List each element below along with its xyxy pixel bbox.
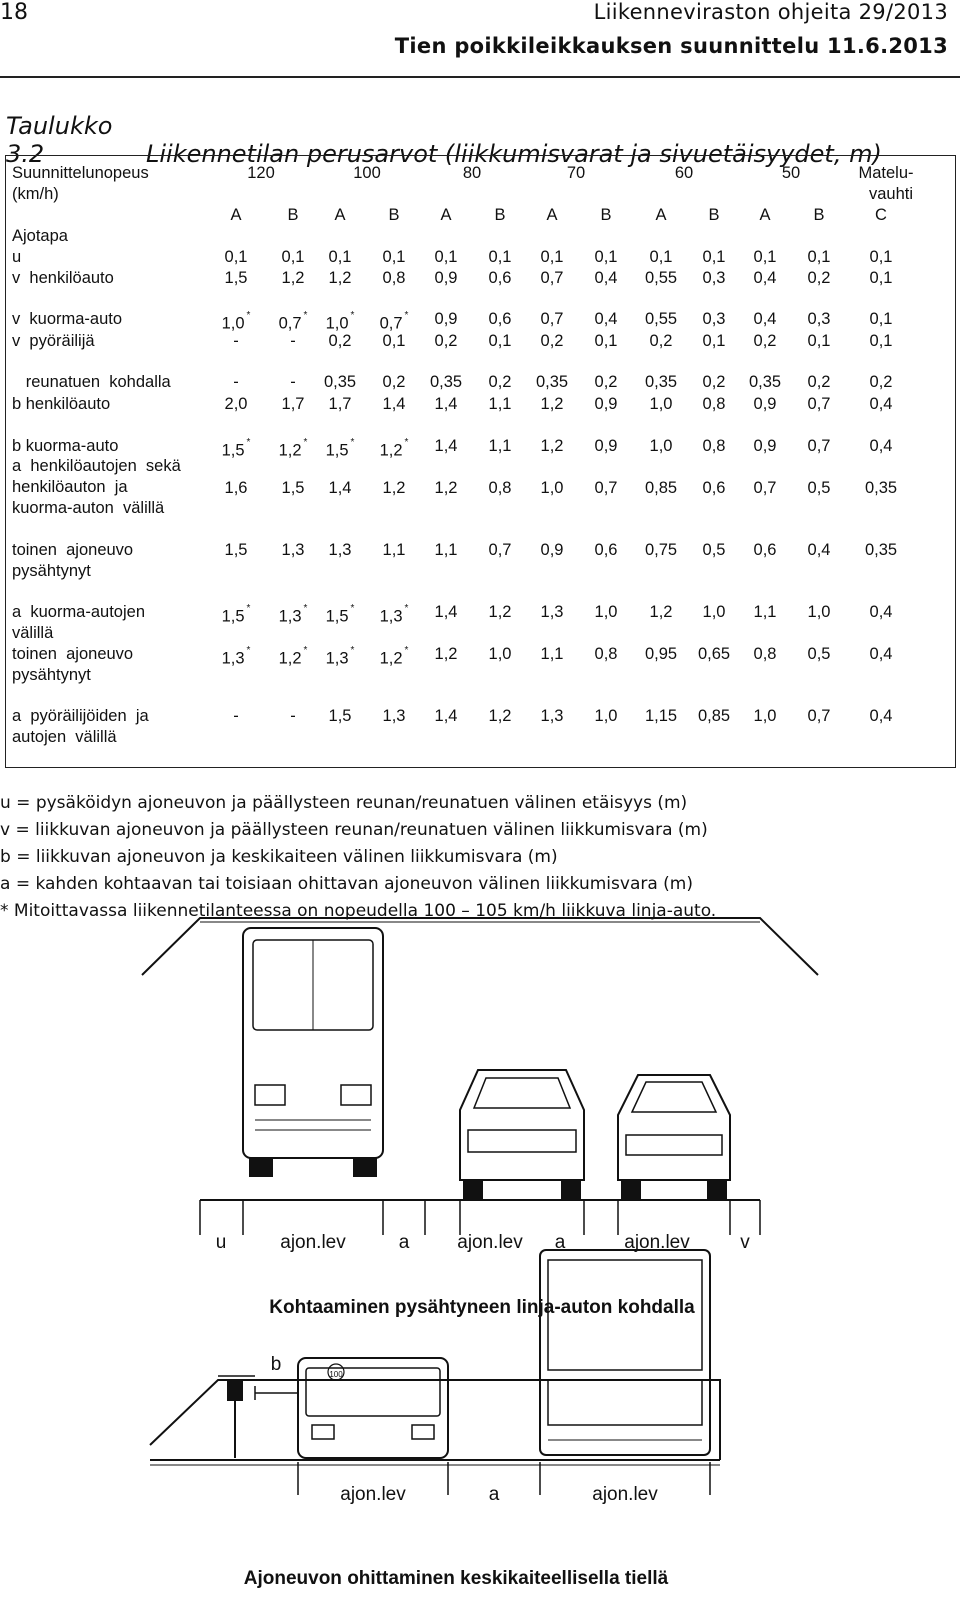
cell-value: 1,0 [325, 314, 349, 333]
table-cell: 1,2 [382, 479, 406, 497]
footnote-star: * [246, 645, 251, 656]
table-cell: 1,4 [434, 437, 458, 455]
row-label: v henkilöauto [12, 269, 114, 287]
table-cell: 0,35 [864, 479, 898, 497]
table-cell: 1,2 [649, 603, 673, 621]
dim-label: ajon.lev [592, 1484, 658, 1505]
table-cell: 1,2 [540, 395, 564, 413]
table-cell: 0,1 [382, 248, 406, 266]
speed-header: 50 [781, 164, 801, 182]
footnote-star: * [246, 437, 251, 448]
footnote-star: * [350, 603, 355, 614]
figure-meeting [142, 918, 818, 1235]
table-cell: 1,3 [540, 603, 564, 621]
level-header: A [759, 206, 771, 224]
cell-value: 1,3 [325, 649, 349, 668]
table-cell: 0,9 [594, 395, 618, 413]
cell-value: 1,5 [221, 441, 245, 460]
table-cell: 1,2 [540, 437, 564, 455]
table-cell: 1,2 [434, 479, 458, 497]
level-header: A [440, 206, 452, 224]
table-cell: 0,9 [594, 437, 618, 455]
table-cell: 0,8 [753, 645, 777, 663]
table-cell: 0,4 [869, 707, 893, 725]
table-cell: 0,3 [702, 310, 726, 328]
footnote-star: * [303, 645, 308, 656]
table-cell: 0,1 [594, 332, 618, 350]
bus-plate: 100 [329, 1370, 343, 1379]
table-cell: - [290, 707, 296, 725]
figure-meeting-labels [216, 1232, 751, 1318]
table-cell: 0,1 [702, 332, 726, 350]
dim-label: a [488, 1484, 500, 1505]
design-speed-unit: (km/h) [12, 185, 59, 203]
table-cell: 0,2 [434, 332, 458, 350]
footnote-star: * [404, 645, 409, 656]
table-cell: 0,4 [869, 395, 893, 413]
table-cell: 0,6 [753, 541, 777, 559]
table-cell: 0,1 [594, 248, 618, 266]
table-cell: 0,4 [594, 310, 618, 328]
footnote-star: * [246, 603, 251, 614]
bus-front-icon [243, 928, 383, 1176]
table-cell: 1,5 [224, 269, 248, 287]
table-cell: 0,1 [869, 269, 893, 287]
dim-label: v [740, 1232, 750, 1253]
table-cell: 0,1 [281, 248, 305, 266]
table-cell: 1,0 [753, 707, 777, 725]
dim-label: a [398, 1232, 410, 1253]
page-number: 18 [0, 0, 28, 25]
table-cell: - [290, 373, 296, 391]
table-cell: 0,1 [382, 332, 406, 350]
table-cell: 0,2 [328, 332, 352, 350]
dim-label: a [554, 1232, 566, 1253]
footnote-star: * [404, 437, 409, 448]
table-cell: 1,4 [434, 395, 458, 413]
cell-value: 1,5 [325, 607, 349, 626]
table-cell: 0,9 [434, 310, 458, 328]
table-cell: 0,4 [753, 269, 777, 287]
row-label: a kuorma-autojen [12, 603, 145, 621]
level-header: A [334, 206, 346, 224]
row-label: u [12, 248, 22, 266]
table-cell: 0,9 [434, 269, 458, 287]
table-cell: 0,2 [594, 373, 618, 391]
table-cell: 0,7 [807, 707, 831, 725]
table-cell: 0,35 [748, 373, 782, 391]
table-cell: - [233, 332, 239, 350]
table-cell: 1,1 [753, 603, 777, 621]
table-cell: 1,1 [434, 541, 458, 559]
figure1-caption: Kohtaaminen pysähtyneen linja-auton kohdalla [269, 1297, 695, 1318]
table-cell: 0,95 [644, 645, 678, 663]
row-label: välillä [12, 624, 54, 642]
table-cell: 1,2 [488, 707, 512, 725]
table-cell: 1,5 [224, 541, 248, 559]
level-header: B [813, 206, 825, 224]
table-cell: 1,4 [382, 395, 406, 413]
table-cell: 1,0 [594, 707, 618, 725]
table-cell: 1,3 [328, 541, 352, 559]
level-header: A [230, 206, 242, 224]
table-cell: 0,85 [644, 479, 678, 497]
cell-value: 1,2 [278, 649, 302, 668]
table-cell: 1,0 [540, 479, 564, 497]
row-label: henkilöauton ja [12, 478, 128, 496]
row-label: a pyöräilijöiden ja [12, 707, 149, 725]
median-barrier-icon [218, 1376, 255, 1458]
table-cell: 0,5 [807, 479, 831, 497]
dim-label: ajon.lev [340, 1484, 406, 1505]
table-title: Liikennetilan perusarvot (liikkumisvarat ja sivuetäisyydet, m) [146, 140, 882, 168]
table-cell: 0,9 [540, 541, 564, 559]
table-cell: 1,2 [488, 603, 512, 621]
row-label: toinen ajoneuvo [12, 541, 134, 559]
dim-label: ajon.lev [624, 1232, 690, 1253]
footnote-star: * [303, 437, 308, 448]
table-cell: 0,2 [540, 332, 564, 350]
table-cell: 0,2 [807, 373, 831, 391]
table-cell: 0,65 [697, 645, 731, 663]
table-cell: 0,3 [702, 269, 726, 287]
legend-a: a = kahden kohtaavan tai toisiaan ohittavan ajoneuvon välinen liikkumisvara (m) [0, 874, 693, 894]
footnote-star: * [303, 603, 308, 614]
table-cell: 0,4 [594, 269, 618, 287]
table-cell: 0,1 [807, 248, 831, 266]
speed-header: 120 [247, 164, 275, 182]
row-label: pysähtynyt [12, 562, 91, 580]
footnote-star: * [246, 310, 251, 321]
table-cell: 0,4 [869, 645, 893, 663]
table-cell: 0,1 [434, 248, 458, 266]
b-label: b [270, 1354, 282, 1375]
speed-header: 80 [462, 164, 482, 182]
row-label: b kuorma-auto [12, 437, 119, 455]
table-cell: 0,1 [753, 248, 777, 266]
dim-label: u [215, 1232, 227, 1253]
cell-value: 1,2 [379, 441, 403, 460]
table-cell: 0,85 [697, 707, 731, 725]
table-cell: 0,35 [535, 373, 569, 391]
table-cell: 1,4 [434, 603, 458, 621]
table-cell: 0,4 [869, 603, 893, 621]
table-cell: 1,4 [434, 707, 458, 725]
footnote-star: * [404, 310, 409, 321]
table-cell: 0,7 [807, 395, 831, 413]
speed-header: 60 [674, 164, 694, 182]
figure2-caption: Ajoneuvon ohittaminen keskikaiteellisella tiellä [243, 1568, 669, 1589]
table-cell: 0,6 [488, 269, 512, 287]
table-cell: 0,6 [594, 541, 618, 559]
table-cell: 0,1 [488, 248, 512, 266]
row-label: v pyöräilijä [12, 332, 95, 350]
table-cell: 0,7 [753, 479, 777, 497]
legend-v: v = liikkuvan ajoneuvon ja päällysteen reunan/reunatuen välinen liikkumisvara (m) [0, 820, 708, 840]
table-cell: 0,35 [323, 373, 357, 391]
cell-value: 1,2 [278, 441, 302, 460]
table-cell: 0,8 [702, 395, 726, 413]
dim-label: ajon.lev [280, 1232, 346, 1253]
table-cell: 1,0 [649, 437, 673, 455]
level-header: B [287, 206, 299, 224]
table-cell: 0,1 [488, 332, 512, 350]
cell-value: 1,3 [221, 649, 245, 668]
table-cell: 0,1 [869, 248, 893, 266]
table-cell: 0,8 [488, 479, 512, 497]
table-cell: 0,2 [382, 373, 406, 391]
table-cell: 0,2 [807, 269, 831, 287]
table-cell: 0,2 [488, 373, 512, 391]
footnote-star: * [350, 645, 355, 656]
table-cell: 0,3 [807, 310, 831, 328]
table-cell: 0,75 [644, 541, 678, 559]
level-header: B [600, 206, 612, 224]
legend-footnote: * Mitoittavassa liikennetilanteessa on nopeudella 100 – 105 km/h liikkuva linja-auto. [0, 901, 717, 921]
table-cell: 0,35 [644, 373, 678, 391]
table-cell: 0,1 [649, 248, 673, 266]
table-cell: 0,7 [807, 437, 831, 455]
table-cell: 1,0 [807, 603, 831, 621]
cell-value: 0,7 [379, 314, 403, 333]
table-cell: 0,7 [594, 479, 618, 497]
row-label: toinen ajoneuvo [12, 645, 134, 663]
table-cell: 1,2 [328, 269, 352, 287]
table-cell: - [233, 707, 239, 725]
level-header: A [655, 206, 667, 224]
table-cell: 0,6 [702, 479, 726, 497]
footnote-star: * [303, 310, 308, 321]
table-cell: 1,1 [540, 645, 564, 663]
table-cell: 0,35 [864, 541, 898, 559]
table-cell: 1,3 [540, 707, 564, 725]
table-cell: 1,5 [328, 707, 352, 725]
table-cell: 1,5 [281, 479, 305, 497]
ajotapa-label: Ajotapa [12, 227, 68, 245]
cell-value: 1,2 [379, 649, 403, 668]
row-label: reunatuen kohdalla [12, 373, 171, 391]
legend-u: u = pysäköidyn ajoneuvon ja päällysteen reunan/reunatuen välinen etäisyys (m) [0, 793, 688, 813]
bus-front-icon [298, 1358, 448, 1458]
table-cell: 1,15 [644, 707, 678, 725]
table-cell: 1,1 [488, 395, 512, 413]
table-cell: 0,6 [488, 310, 512, 328]
table-cell: 1,7 [281, 395, 305, 413]
figure-overtaking-labels [244, 1354, 669, 1589]
table-cell: 0,2 [702, 373, 726, 391]
table-cell: 1,0 [488, 645, 512, 663]
crawl-speed-label: Matelu- [858, 164, 914, 182]
table-cell: 0,4 [807, 541, 831, 559]
table-cell: 0,9 [753, 437, 777, 455]
table-cell: 0,9 [753, 395, 777, 413]
row-label: kuorma-auton välillä [12, 499, 165, 517]
table-cell: 1,2 [434, 645, 458, 663]
table-cell: 1,7 [328, 395, 352, 413]
footnote-star: * [350, 310, 355, 321]
table-cell: 0,1 [807, 332, 831, 350]
row-label: b henkilöauto [12, 395, 111, 413]
level-header: B [494, 206, 506, 224]
cell-value: 1,5 [325, 441, 349, 460]
table-cell: 1,6 [224, 479, 248, 497]
table-cell: 0,55 [644, 310, 678, 328]
footnote-star: * [350, 437, 355, 448]
table-cell: 1,3 [281, 541, 305, 559]
table-cell: 0,35 [429, 373, 463, 391]
speed-header: 100 [353, 164, 381, 182]
table-cell: 0,2 [869, 373, 893, 391]
table-cell: 1,1 [382, 541, 406, 559]
table-cell: 1,4 [328, 479, 352, 497]
document-title: Tien poikkileikkauksen suunnittelu 11.6.2013 [394, 34, 948, 58]
table-cell: 1,0 [649, 395, 673, 413]
level-header: B [708, 206, 720, 224]
figure-overtaking [150, 1250, 720, 1495]
level-header: C [875, 206, 887, 224]
legend-b: b = liikkuvan ajoneuvon ja keskikaiteen välinen liikkumisvara (m) [0, 847, 558, 867]
row-label: pysähtynyt [12, 666, 91, 684]
table-cell: 0,2 [649, 332, 673, 350]
cell-value: 1,3 [278, 607, 302, 626]
table-cell: 0,4 [869, 437, 893, 455]
cell-value: 1,5 [221, 607, 245, 626]
row-label: a henkilöautojen sekä [12, 457, 181, 475]
table-cell: 2,0 [224, 395, 248, 413]
table-cell: 0,5 [702, 541, 726, 559]
cell-value: 1,0 [221, 314, 245, 333]
cell-value: 1,3 [379, 607, 403, 626]
footnote-star: * [404, 603, 409, 614]
table-cell: 0,5 [807, 645, 831, 663]
design-speed-label: Suunnittelunopeus [12, 164, 149, 182]
level-header: B [388, 206, 400, 224]
dim-label: ajon.lev [457, 1232, 523, 1253]
table-cell: 0,8 [594, 645, 618, 663]
table-cell: 1,1 [488, 437, 512, 455]
series-title: Liikenneviraston ohjeita 29/2013 [593, 0, 948, 24]
table-number: Taulukko 3.2 [6, 112, 113, 168]
table-cell: 0,1 [869, 310, 893, 328]
table-cell: 0,2 [753, 332, 777, 350]
crawl-speed-label: vauhti [868, 185, 914, 203]
table-cell: 0,7 [488, 541, 512, 559]
table-cell: 1,0 [702, 603, 726, 621]
speed-header: 70 [566, 164, 586, 182]
table-cell: 0,55 [644, 269, 678, 287]
row-label: autojen välillä [12, 728, 117, 746]
table-cell: 0,1 [540, 248, 564, 266]
cell-value: 0,7 [278, 314, 302, 333]
table-cell: 0,7 [540, 269, 564, 287]
car-front-icon [618, 1075, 730, 1198]
table-cell: 0,1 [869, 332, 893, 350]
table-cell: 1,3 [382, 707, 406, 725]
table-cell: 1,0 [594, 603, 618, 621]
table-cell: 0,8 [702, 437, 726, 455]
truck-front-icon [540, 1250, 710, 1455]
table-cell: 1,2 [281, 269, 305, 287]
table-cell: 0,8 [382, 269, 406, 287]
level-header: A [546, 206, 558, 224]
table-cell: 0,1 [702, 248, 726, 266]
table-cell: 0,1 [224, 248, 248, 266]
row-label: v kuorma-auto [12, 310, 123, 328]
table-cell: 0,1 [328, 248, 352, 266]
table-cell: 0,7 [540, 310, 564, 328]
car-front-icon [460, 1070, 584, 1198]
table-cell: 0,4 [753, 310, 777, 328]
table-cell: - [233, 373, 239, 391]
table-cell: - [290, 332, 296, 350]
